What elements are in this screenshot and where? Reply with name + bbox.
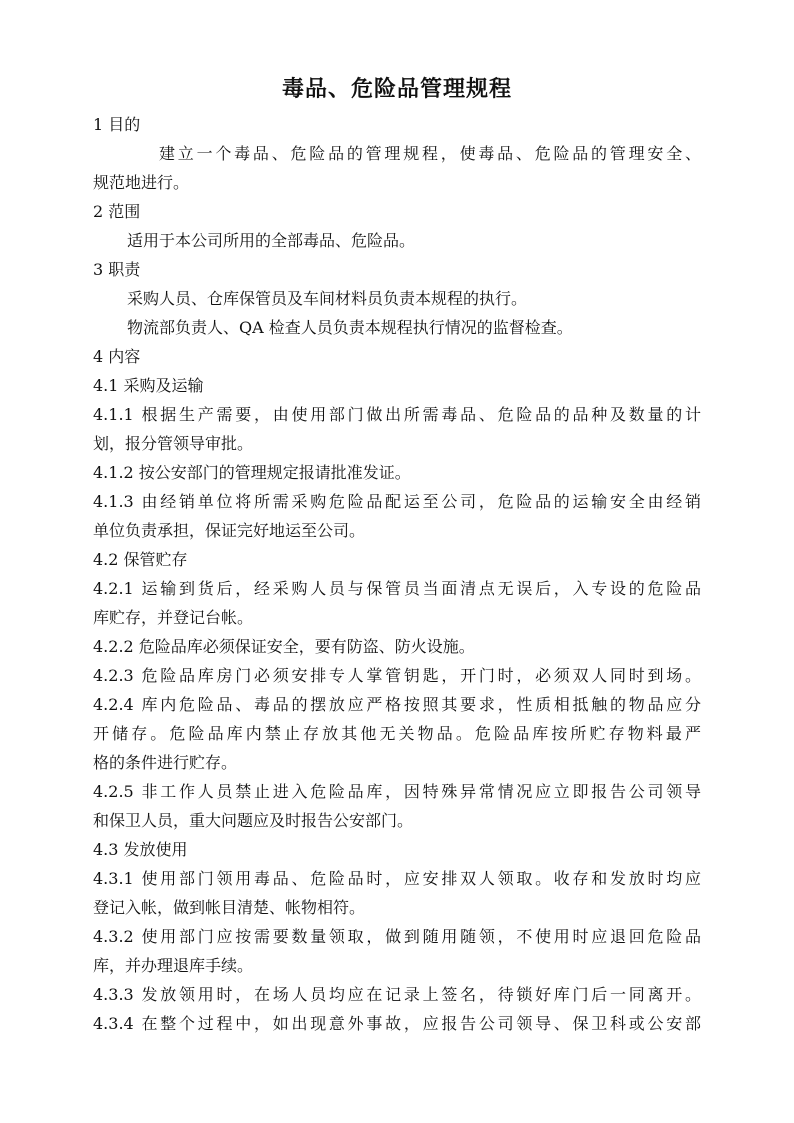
section-heading-scope: 2 范围 bbox=[93, 202, 141, 221]
section-heading-content: 4 内容 bbox=[93, 347, 141, 366]
paragraph-line: 和保卫人员，重大问题应及时报告公安部门。 bbox=[93, 811, 414, 830]
paragraph-line: 4.3.4 在整个过程中，如出现意外事故，应报告公司领导、保卫科或公安部 bbox=[93, 1014, 701, 1033]
paragraph-line: 4.3.1 使用部门领用毒品、危险品时，应安排双人领取。收存和发放时均应 bbox=[93, 869, 701, 888]
document-body bbox=[93, 110, 701, 1038]
paragraph-line: 库，并办理退库手续。 bbox=[93, 956, 254, 975]
paragraph-line: 4.1.1 根据生产需要，由使用部门做出所需毒品、危险品的品种及数量的计 bbox=[93, 405, 701, 424]
section-heading-purpose: 1 目的 bbox=[93, 115, 141, 134]
paragraph-line: 建立一个毒品、危险品的管理规程，使毒品、危险品的管理安全、 bbox=[159, 144, 701, 163]
paragraph-line: 划，报分管领导审批。 bbox=[93, 434, 254, 453]
paragraph-line: 规范地进行。 bbox=[93, 173, 190, 192]
subsection-heading-procurement: 4.1 采购及运输 bbox=[93, 376, 204, 395]
paragraph-line: 4.2.5 非工作人员禁止进入危险品库，因特殊异常情况应立即报告公司领导 bbox=[93, 782, 701, 801]
paragraph-line: 适用于本公司所用的全部毒品、危险品。 bbox=[127, 231, 416, 250]
paragraph-line: 登记入帐，做到帐目清楚、帐物相符。 bbox=[93, 898, 366, 917]
paragraph-line: 4.2.3 危险品库房门必须安排专人掌管钥匙，开门时，必须双人同时到场。 bbox=[93, 666, 701, 685]
paragraph-line: 库贮存，并登记台帐。 bbox=[93, 608, 254, 627]
paragraph-line: 格的条件进行贮存。 bbox=[93, 753, 238, 772]
subsection-heading-storage: 4.2 保管贮存 bbox=[93, 550, 188, 569]
paragraph-line: 物流部负责人、QA 检查人员负责本规程执行情况的监督检查。 bbox=[127, 318, 573, 337]
paragraph-line: 单位负责承担，保证完好地运至公司。 bbox=[93, 521, 366, 540]
paragraph-line: 4.3.2 使用部门应按需要数量领取，做到随用随领，不使用时应退回危险品 bbox=[93, 927, 701, 946]
paragraph-line: 4.3.3 发放领用时，在场人员均应在记录上签名，待锁好库门后一同离开。 bbox=[93, 985, 701, 1004]
document-title: 毒品、危险品管理规程 bbox=[281, 76, 512, 102]
paragraph-line: 4.2.2 危险品库必须保证安全，要有防盗、防火设施。 bbox=[93, 637, 475, 656]
paragraph-line: 开储存。危险品库内禁止存放其他无关物品。危险品库按所贮存物料最严 bbox=[93, 724, 701, 743]
section-heading-responsibilities: 3 职责 bbox=[93, 260, 141, 279]
paragraph-line: 4.1.2 按公安部门的管理规定报请批准发证。 bbox=[93, 463, 411, 482]
paragraph-line: 4.2.1 运输到货后，经采购人员与保管员当面清点无误后，入专设的危险品 bbox=[93, 579, 701, 598]
paragraph-line: 采购人员、仓库保管员及车间材料员负责本规程的执行。 bbox=[127, 289, 528, 308]
subsection-heading-issuing: 4.3 发放使用 bbox=[93, 840, 188, 859]
paragraph-line: 4.2.4 库内危险品、毒品的摆放应严格按照其要求，性质相抵触的物品应分 bbox=[93, 695, 701, 714]
paragraph-line: 4.1.3 由经销单位将所需采购危险品配运至公司，危险品的运输安全由经销 bbox=[93, 492, 701, 511]
